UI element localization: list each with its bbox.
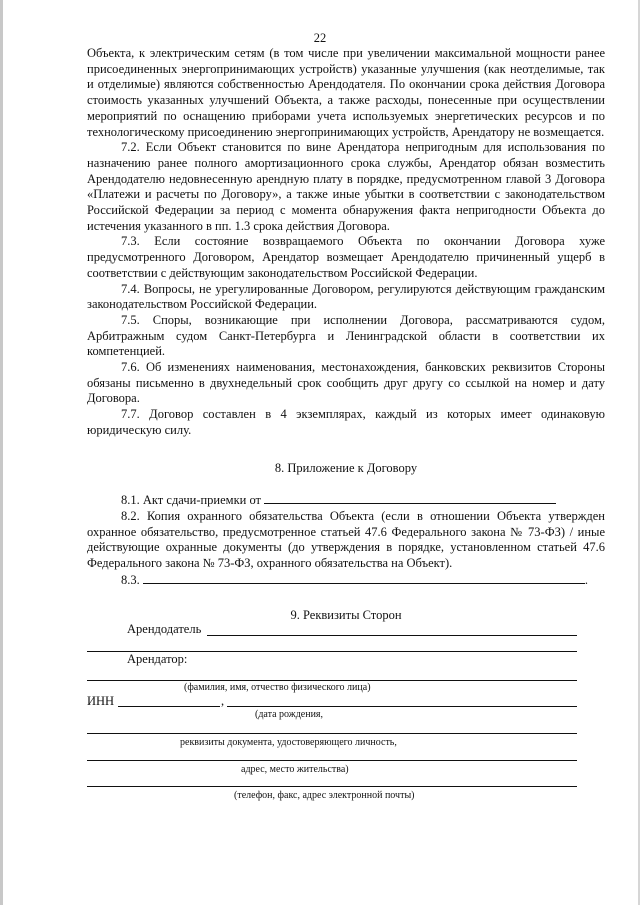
item-8-1-label: 8.1. Акт сдачи-приемки от [121, 493, 262, 508]
paragraph-7-3: 7.3. Если состояние возвращаемого Объекта по окончании Договора хуже предусмотренного Договором, Арендатор возмещает Арендодателю причиненный ущерб в соответствии с действующим законодательством Российской Федерации. [87, 234, 605, 280]
paragraph-7-2: 7.2. Если Объект становится по вине Арендатора непригодным для использования по назначению ранее полного амортизационного срока службы, Арендатор обязан возместить Арендодателю недовнесенную арендную плату в порядке, предусмотренном главой 3 Договора «Платежи и расчеты по Договору», а также иные убытки в соответствии с законодательством Российской Федерации за период с момента обнаружения факта непригодности Объекта до истечения указанного в пп. 1.3 срока действия Договора. [87, 140, 605, 233]
id-doc-line [87, 733, 577, 734]
tenant-name-line [87, 680, 577, 681]
inn-separator: , [221, 694, 225, 708]
tenant-label: Арендатор: [127, 652, 188, 666]
paragraph-7-4: 7.4. Вопросы, не урегулированные Договором, регулируются действующим гражданским законодательством Российской Федерации. [87, 281, 605, 312]
item-8-2: 8.2. Копия охранного обязательства Объекта (если в отношении Объекта утвержден охранное обязательство, предусмотренное статьей 47.6 Федерального закона № 73-ФЗ) / иные действующие охранные документы (до утверждения в порядке, установленном статьей 47.6 Федерального закона № 73-ФЗ, охранного обязательства на Объект). [87, 508, 605, 571]
landlord-line [207, 635, 577, 636]
document-body [87, 46, 605, 625]
paragraph-7-7: 7.7. Договор составлен в 4 экземплярах, каждый из которых имеет одинаковую юридическую силу. [87, 407, 605, 437]
paragraph-7-6: 7.6. Об изменениях наименования, местонахождения, банковских реквизитов Стороны обязаны письменно в двухнедельный срок сообщить друг другу со ссылкой на номер и дату Договора. [87, 360, 605, 406]
landlord-label: Арендодатель [127, 622, 202, 636]
inn-label: ИНН [87, 694, 115, 708]
caption-address: адрес, место жительства) [241, 764, 349, 775]
caption-contacts: (телефон, факс, адрес электронной почты) [234, 790, 415, 801]
section-8-heading: 8. Приложение к Договору [274, 460, 418, 475]
caption-id-doc: реквизиты документа, удостоверяющего личность, [180, 737, 397, 748]
birth-date-line [227, 706, 577, 707]
paragraph-7-5: 7.5. Споры, возникающие при исполнении Договора, рассматриваются судом, Арбитражным судом Санкт-Петербурга и Ленинградской области в соответствии их компетенцией. [87, 312, 605, 359]
caption-birth: (дата рождения, [255, 709, 324, 720]
address-line [87, 760, 577, 761]
page-edge-left [0, 0, 3, 905]
contacts-line [87, 786, 577, 787]
inn-line [118, 706, 220, 707]
item-8-3-label: 8.3. [121, 572, 140, 587]
paragraph-continuation: Объекта, к электрическим сетям (в том числе при увеличении максимальной мощности ранее присоединенных энергопринимающих устройств) указанные улучшения (как неотделимые, так и отделимые) являются собственностью Арендодателя. По окончании срока действия Договора стоимость указанных улучшений Объекта, а также расходы, понесенные при осуществлении мероприятий по оснащению приборами учета используемых энергетических ресурсов и по технологическому присоединению энергопринимающих устройств, Арендатору не возмещается. [87, 46, 605, 139]
section-9-heading: 9. Реквизиты Сторон [290, 607, 402, 622]
item-8-3 [87, 572, 605, 589]
item-8-3-end: . [584, 572, 588, 587]
page-number: 22 [313, 31, 327, 45]
item-8-1 [87, 492, 605, 509]
caption-fio: (фамилия, имя, отчество физического лица) [184, 682, 371, 693]
act-date-blank-line [264, 492, 556, 504]
item-8-3-blank-line [143, 572, 585, 584]
